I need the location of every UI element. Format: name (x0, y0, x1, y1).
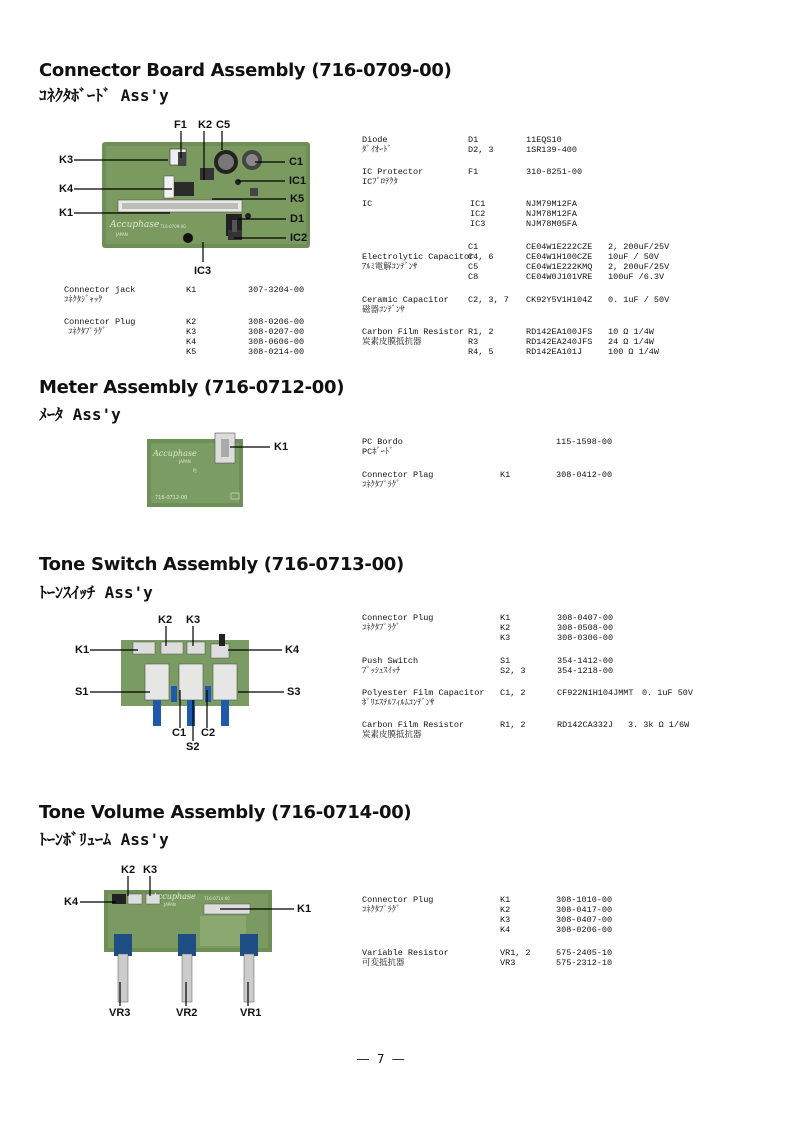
part-ref: S2, 3 (500, 666, 526, 676)
tonevolume-pcb-brand: Accuphase (152, 892, 196, 901)
part-jp: PCﾎﾞｰﾄﾞ (362, 447, 394, 457)
part-code: RD142EA240JFS (526, 337, 593, 347)
part-name: Diode (362, 135, 388, 145)
part-value: 0. 1uF 50V (642, 688, 694, 698)
part-jp: ｺﾈｸﾀﾌﾟﾗｸﾞ (362, 623, 401, 633)
part-name: Carbon Film Resistor (362, 720, 465, 730)
part-jp: ﾌﾟｯｼｭｽｲｯﾁ (362, 666, 401, 676)
part-code: 354-1218-00 (557, 666, 614, 676)
part-name: Carbon Film Resistor (362, 327, 465, 337)
part-name: Push Switch (362, 656, 419, 666)
toneswitch-title: Tone Switch Assembly (716-0713-00) (39, 554, 404, 575)
part-code: 308-0206-00 (556, 925, 613, 935)
part-name: Connector Plug (362, 613, 434, 623)
part-code: 575-2405-10 (556, 948, 613, 958)
part-name: IC Protector (362, 167, 424, 177)
part-code: 308-0407-00 (557, 613, 614, 623)
toneswitch-callout-s3: S3 (287, 686, 301, 698)
part-name: Variable Resistor (362, 948, 449, 958)
connector-callout-d1: D1 (290, 213, 305, 225)
toneswitch-callout-k2: K2 (158, 614, 173, 626)
part-ref: D2, 3 (468, 145, 494, 155)
part-jp: ICﾌﾟﾛﾃｸﾀ (362, 177, 398, 187)
part-jp: ｱﾙﾐ電解ｺﾝﾃﾞﾝｻ (362, 262, 418, 272)
connector-pcb-country: JAPAN (116, 232, 128, 237)
part-code: RD142CA332J (557, 720, 614, 730)
connector-plug-code: 308-0207-00 (248, 327, 305, 337)
part-code: CE04W1E222KMQ (526, 262, 593, 272)
part-ref: VR1, 2 (500, 948, 531, 958)
part-ref: VR3 (500, 958, 516, 968)
part-value: 3. 3k Ω 1/6W (628, 720, 690, 730)
part-ref: IC3 (470, 219, 486, 229)
tonevolume-callout-k1: K1 (297, 903, 312, 915)
part-jp: ﾀﾞｲｵｰﾄﾞ (362, 145, 392, 155)
part-ref: C1, 2 (500, 688, 526, 698)
part-code: 1SR139-400 (526, 145, 578, 155)
connector-jack-jp: ｺﾈｸﾀｼﾞｬｯｸ (64, 295, 103, 305)
meter-pcb-mark: PJ (193, 468, 197, 473)
part-ref: C2, 3, 7 (468, 295, 509, 305)
connector-plug-jp: ｺﾈｸﾀﾌﾟﾗｸﾞ (68, 327, 107, 337)
meter-subtitle: ﾒｰﾀ Ass'y (39, 405, 121, 424)
part-code: 308-0417-00 (556, 905, 613, 915)
part-ref: K2 (500, 905, 511, 915)
tonevolume-title: Tone Volume Assembly (716-0714-00) (39, 802, 412, 823)
part-code: 575-2312-10 (556, 958, 613, 968)
part-code: 354-1412-00 (557, 656, 614, 666)
connector-plug-name: Connector Plug (64, 317, 136, 327)
connector-board-photo (50, 112, 320, 282)
meter-title: Meter Assembly (716-0712-00) (39, 377, 345, 398)
tonevolume-callout-vr1: VR1 (240, 1007, 262, 1019)
tonevolume-subtitle: ﾄｰﾝﾎﾞﾘｭｰﾑ Ass'y (39, 830, 169, 849)
part-code: 11EQS10 (526, 135, 562, 145)
meter-pcb-brand: Accuphase (153, 449, 197, 458)
toneswitch-board-photo (115, 628, 255, 738)
connector-title: Connector Board Assembly (716-0709-00) (39, 60, 452, 81)
part-ref: IC2 (470, 209, 486, 219)
part-code: CF922N1H104JMMT (557, 688, 634, 698)
connector-plug-code: 308-0206-00 (248, 317, 305, 327)
connector-callout-c5: C5 (216, 119, 231, 131)
tonevolume-callout-k3: K3 (143, 864, 158, 876)
tonevolume-pcb-country: JAPAN (164, 902, 176, 907)
toneswitch-subtitle: ﾄｰﾝｽｲｯﾁ Ass'y (39, 583, 153, 602)
connector-callout-ic3: IC3 (194, 265, 212, 277)
tonevolume-callout-k2: K2 (121, 864, 136, 876)
part-code: 308-0412-00 (556, 470, 613, 480)
connector-plug-ref: K5 (186, 347, 197, 357)
toneswitch-callout-k4: K4 (285, 644, 300, 656)
connector-callout-k4: K4 (59, 183, 74, 195)
meter-callout-k1: K1 (274, 441, 289, 453)
part-jp: 炭素皮膜抵抗器 (362, 337, 422, 347)
toneswitch-callout-c2: C2 (201, 727, 216, 739)
part-code: 308-0407-00 (556, 915, 613, 925)
tonevolume-callout-vr2: VR2 (176, 1007, 198, 1019)
part-ref: K3 (500, 915, 511, 925)
part-ref: K1 (500, 470, 511, 480)
part-value: 0. 1uF / 50V (608, 295, 670, 305)
part-name: IC (362, 199, 373, 209)
connector-callout-ic2: IC2 (290, 232, 308, 244)
connector-callout-ic1: IC1 (289, 175, 307, 187)
part-value: 100 Ω 1/4W (608, 347, 660, 357)
part-ref: K4 (500, 925, 511, 935)
tonevolume-board-photo (100, 878, 280, 1008)
part-value: 24 Ω 1/4W (608, 337, 654, 347)
part-name: Polyester Film Capacitor (362, 688, 485, 698)
connector-subtitle: ｺﾈｸﾀﾎﾞｰﾄﾞ Ass'y (39, 86, 169, 105)
connector-pcb-code: 716-0709-00 (160, 224, 186, 229)
part-ref: IC1 (470, 199, 486, 209)
connector-callout-c1: C1 (289, 156, 304, 168)
part-ref: K3 (500, 633, 511, 643)
connector-plug-code: 308-0606-00 (248, 337, 305, 347)
part-jp: ｺﾈｸﾀﾌﾟﾗｸﾞ (362, 905, 401, 915)
part-ref: R4, 5 (468, 347, 494, 357)
connector-callout-k5: K5 (290, 193, 305, 205)
part-ref: C4, 6 (468, 252, 494, 262)
part-code: 115-1598-00 (556, 437, 613, 447)
connector-plug-code: 308-0214-00 (248, 347, 305, 357)
connector-callout-f1: F1 (174, 119, 187, 131)
part-name: PC Bordo (362, 437, 403, 447)
connector-plug-ref: K2 (186, 317, 197, 327)
part-value: 10uF / 50V (608, 252, 660, 262)
part-code: CE04W1E222CZE (526, 242, 593, 252)
connector-jack-name: Connector jack (64, 285, 136, 295)
part-code: CK92Y5V1H104Z (526, 295, 593, 305)
toneswitch-callout-s1: S1 (75, 686, 89, 698)
part-name: Electrolytic Capacitor (362, 252, 475, 262)
toneswitch-callout-s2: S2 (186, 741, 200, 753)
part-jp: 可変抵抗器 (362, 958, 405, 968)
part-value: 100uF /6.3V (608, 272, 665, 282)
part-value: 2, 200uF/25V (608, 242, 670, 252)
page-number: ― 7 ― (357, 1052, 407, 1066)
part-code: RD142EA101J (526, 347, 583, 357)
connector-jack-code: 307-3204-00 (248, 285, 305, 295)
part-ref: K1 (500, 895, 511, 905)
meter-pcb-code: 716-0712-00 (155, 495, 188, 501)
tonevolume-pcb-code: 716-0714-00 (204, 896, 230, 901)
part-code: 308-1010-00 (556, 895, 613, 905)
part-code: NJM79M12FA (526, 199, 578, 209)
connector-pcb-brand: Accuphase (110, 220, 160, 230)
part-name: Connector Plug (362, 895, 434, 905)
part-ref: F1 (468, 167, 479, 177)
connector-jack-ref: K1 (186, 285, 197, 295)
toneswitch-callout-k3: K3 (186, 614, 201, 626)
part-ref: S1 (500, 656, 511, 666)
toneswitch-callout-k1: K1 (75, 644, 90, 656)
tonevolume-callout-k4: K4 (64, 896, 79, 908)
part-code: 308-0508-00 (557, 623, 614, 633)
part-ref: K2 (500, 623, 511, 633)
part-code: 310-8251-00 (526, 167, 583, 177)
part-code: RD142EA100JFS (526, 327, 593, 337)
part-code: NJM78M12FA (526, 209, 578, 219)
part-jp: 磁器ｺﾝﾃﾞﾝｻ (362, 305, 405, 315)
connector-callout-k3: K3 (59, 154, 74, 166)
part-ref: R1, 2 (468, 327, 494, 337)
part-jp: ﾎﾟﾘｴｽﾃﾙﾌｨﾙﾑｺﾝﾃﾞﾝｻ (362, 698, 435, 708)
part-code: 308-0306-00 (557, 633, 614, 643)
part-value: 2, 200uF/25V (608, 262, 670, 272)
part-code: CE04W0J101VRE (526, 272, 593, 282)
part-code: CE04W1H100CZE (526, 252, 593, 262)
part-ref: C8 (468, 272, 479, 282)
part-name: Connector Plag (362, 470, 434, 480)
part-jp: 炭素皮膜抵抗器 (362, 730, 422, 740)
connector-callout-k1: K1 (59, 207, 74, 219)
part-ref: C1 (468, 242, 479, 252)
part-value: 10 Ω 1/4W (608, 327, 654, 337)
part-code: NJM78M05FA (526, 219, 578, 229)
connector-plug-ref: K3 (186, 327, 197, 337)
part-ref: R1, 2 (500, 720, 526, 730)
connector-plug-ref: K4 (186, 337, 197, 347)
part-name: Ceramic Capacitor (362, 295, 449, 305)
meter-board-photo (145, 425, 295, 510)
part-jp: ｺﾈｸﾀﾌﾟﾗｸﾞ (362, 480, 401, 490)
meter-pcb-country: JAPAN (179, 459, 191, 464)
part-ref: R3 (468, 337, 479, 347)
toneswitch-callout-c1: C1 (172, 727, 187, 739)
part-ref: C5 (468, 262, 479, 272)
tonevolume-callout-vr3: VR3 (109, 1007, 131, 1019)
connector-callout-k2: K2 (198, 119, 213, 131)
part-ref: K1 (500, 613, 511, 623)
part-ref: D1 (468, 135, 479, 145)
